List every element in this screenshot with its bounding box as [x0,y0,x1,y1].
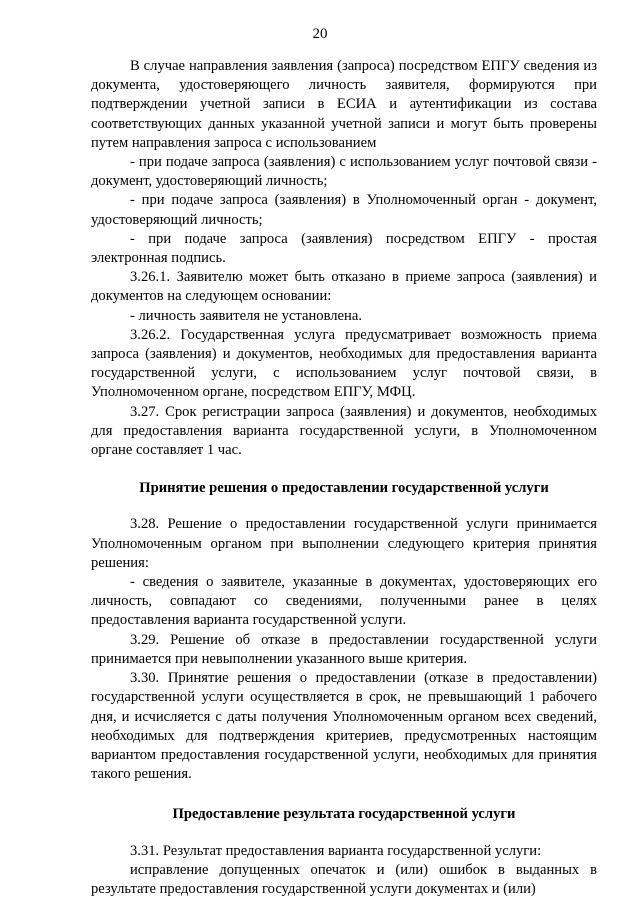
paragraph-3-30: 3.30. Принятие решения о предоставлении (отказе в предоставлении) государственной услуги осуществляется в срок, не превышающий 1 рабочего дня, и исчисляется с даты получения Уполномоченным органом всех сведений, необходимых для подтверждения критериев, предусмотренных настоящим вариантом предоставления государственной услуги, необходимых для принятия такого решения. [91,670,597,783]
list-item-identity-not-established: - личность заявителя не установлена. [130,307,362,324]
paragraph-result-correction: исправление допущенных опечаток и (или) ошибок в выданных в результате предоставления государственной услуги документах и (или) [91,861,597,897]
list-item-epgu-signature: - при подаче запроса (заявления) посредством ЕПГУ - простая электронная подпись. [91,230,597,267]
paragraph-3-26-2: 3.26.2. Государственная услуга предусматривает возможность приема запроса (заявления) и документов, необходимых для предоставления варианта государственной услуги, с использованием услуг почтовой связи, в Уполномоченном органе, посредством ЕПГУ, МФЦ. [91,326,597,401]
section-heading-decision: Принятие решения о предоставлении государственной услуги [139,480,549,497]
list-item-applicant-data: - сведения о заявителе, указанные в документах, удостоверяющих его личность, совпадают со сведениями, полученными ранее в целях предоставления варианта государственной услуги. [91,574,597,629]
page-number: 20 [312,26,328,42]
section-heading-result: Предоставление результата государственной услуги [172,806,516,823]
paragraph-3-31: 3.31. Результат предоставления варианта государственной услуги: [130,842,542,859]
paragraph-3-27: 3.27. Срок регистрации запроса (заявления) и документов, необходимых для предоставления варианта государственной услуги, в Уполномоченном органе составляет 1 час. [91,403,597,459]
list-item-postal: - при подаче запроса (заявления) с использованием услуг почтовой связи - документ, удостоверяющий личность; [91,154,597,190]
list-item-authority: - при подаче запроса (заявления) в Уполномоченный орган - документ, удостоверяющий личность; [91,192,597,228]
paragraph-epgu-identity: В случае направления заявления (запроса) посредством ЕПГУ сведения из документа, удостоверяющего личность заявителя, формируются при подтверждении учетной записи в ЕСИА и аутентификации из состава соответствующих данных указанной учетной записи и могут быть проверены путем направления запроса с использованием [91,58,597,151]
paragraph-3-26-1: 3.26.1. Заявителю может быть отказано в приеме запроса (заявления) и документов на следующем основании: [91,269,597,305]
paragraph-3-28: 3.28. Решение о предоставлении государственной услуги принимается Уполномоченным органом при выполнении следующего критерия принятия решения: [91,516,597,571]
paragraph-3-29: 3.29. Решение об отказе в предоставлении государственной услуги принимается при невыполнении указанного выше критерия. [91,631,597,667]
document-body [91,57,597,899]
